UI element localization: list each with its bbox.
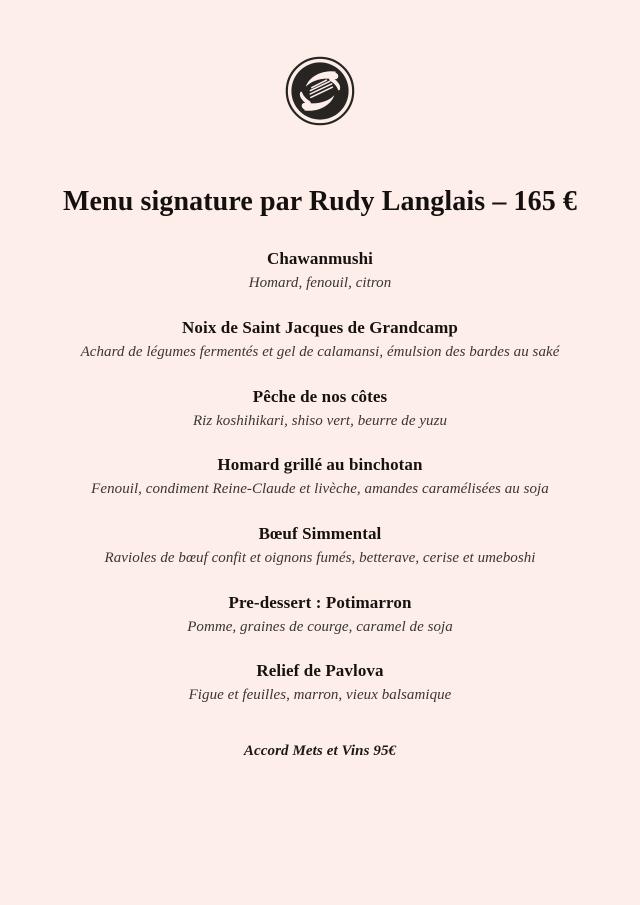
course-name: Noix de Saint Jacques de Grandcamp — [182, 317, 458, 337]
course-description: Fenouil, condiment Reine-Claude et livèche, amandes caramélisées au soja — [91, 481, 549, 498]
course-name: Pêche de nos côtes — [252, 386, 388, 406]
course-description: Figue et feuilles, marron, vieux balsamique — [188, 687, 452, 704]
course-name: Homard grillé au binchotan — [217, 455, 423, 475]
course-item — [0, 317, 640, 364]
course-name: Pre-dessert : Potimarron — [228, 592, 412, 612]
course-item — [0, 523, 640, 570]
restaurant-logo — [285, 56, 355, 126]
course-item — [0, 386, 640, 433]
course-name: Bœuf Simmental — [258, 523, 382, 543]
course-item — [0, 454, 640, 501]
course-list — [0, 248, 640, 707]
course-description: Pomme, graines de courge, caramel de soja — [187, 618, 453, 635]
course-item — [0, 592, 640, 639]
wine-pairing-note: Accord Mets et Vins 95€ — [243, 743, 397, 759]
page-title: Menu signature par Rudy Langlais – 165 € — [62, 186, 578, 217]
course-name: Chawanmushi — [267, 249, 373, 269]
course-item — [0, 248, 640, 295]
hands-circle-logo-icon — [285, 56, 355, 126]
course-item — [0, 660, 640, 707]
course-description: Homard, fenouil, citron — [248, 275, 392, 292]
course-description: Ravioles de bœuf confit et oignons fumés, betterave, cerise et umeboshi — [104, 549, 536, 566]
course-name: Relief de Pavlova — [256, 661, 384, 681]
course-description: Achard de légumes fermentés et gel de calamansi, émulsion des bardes au saké — [80, 343, 560, 360]
course-description: Riz koshihikari, shiso vert, beurre de yuzu — [192, 412, 448, 429]
